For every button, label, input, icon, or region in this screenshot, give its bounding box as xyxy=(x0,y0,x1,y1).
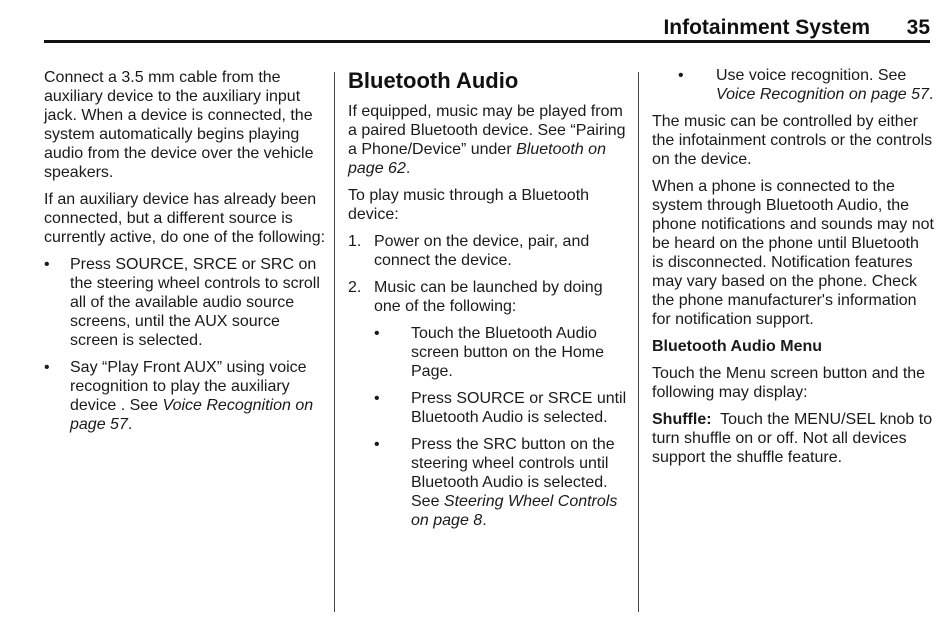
list-item xyxy=(348,435,628,530)
bullet-icon: • xyxy=(44,256,50,273)
step-text: Music can be launched by doing one of the following: xyxy=(374,279,603,315)
step-number: 2. xyxy=(348,279,362,296)
cross-reference: Bluetooth on page 62 xyxy=(348,141,606,177)
menu-paragraph: Touch the Menu screen button and the following may display: xyxy=(652,365,926,401)
bluetooth-intro-paragraph xyxy=(348,102,628,178)
subsection-heading: Bluetooth Audio Menu xyxy=(652,338,823,355)
list-item-text: Press SOURCE or SRCE until Bluetooth Audio is selected. xyxy=(411,390,627,426)
phone-notification-paragraph: When a phone is connected to the system through Bluetooth Audio, the phone notifications and sounds may not be heard on the phone until Bluetooth is disconnected. Notification features may vary based on the phone. Check the phone manufacturer's information for notification support. xyxy=(652,178,934,328)
step-number: 1. xyxy=(348,233,362,250)
running-header-title: Infotainment System xyxy=(663,16,870,39)
list-item-text: Say “Play Front AUX” using voice recognition to play the auxiliary device . See xyxy=(70,359,307,414)
bullet-icon: • xyxy=(374,325,380,342)
aux-active-paragraph: If an auxiliary device has already been connected, but a different source is currently active, do one of the following: xyxy=(44,191,326,246)
cross-reference: Voice Recognition on page 57 xyxy=(716,86,929,103)
step-text: Power on the device, pair, and connect the device. xyxy=(374,233,590,269)
list-item xyxy=(44,358,326,434)
numbered-step xyxy=(348,232,628,270)
page-header xyxy=(44,14,930,42)
list-item xyxy=(348,324,628,381)
section-heading: Bluetooth Audio xyxy=(348,68,519,93)
column-divider-left xyxy=(334,72,335,612)
list-item xyxy=(652,66,934,104)
list-item-text: Press the SRC button on the steering wheel controls until Bluetooth Audio is selected. See xyxy=(411,436,615,510)
cross-reference: Voice Recognition on page 57 xyxy=(70,397,314,433)
paragraph-text: If equipped, music may be played from a paired Bluetooth device. See “Pairing a Phone/Device” under xyxy=(348,103,626,158)
aux-connect-paragraph: Connect a 3.5 mm cable from the auxiliary device to the auxiliary input jack. When a device is connected, the system automatically begins playing audio from the device over the vehicle speakers. xyxy=(44,69,314,181)
bluetooth-play-paragraph: To play music through a Bluetooth device: xyxy=(348,187,590,223)
cross-reference: Steering Wheel Controls on page 8 xyxy=(411,493,618,529)
numbered-step xyxy=(348,278,628,316)
list-item-end: . xyxy=(928,86,934,103)
column-divider-right xyxy=(638,72,639,612)
column-left xyxy=(44,68,326,442)
list-item xyxy=(44,255,326,350)
list-item-text: Touch the Bluetooth Audio screen button on the Home Page. xyxy=(411,325,605,380)
shuffle-paragraph xyxy=(652,410,937,467)
bullet-icon: • xyxy=(374,390,380,407)
page-number: 35 xyxy=(906,16,930,39)
header-rule xyxy=(44,40,930,43)
list-item-text: Press SOURCE, SRCE or SRC on the steering wheel controls to scroll all of the available audio source screens, until the AUX source screen is selected. xyxy=(70,256,320,349)
shuffle-label: Shuffle: xyxy=(652,411,712,428)
list-item-end: . xyxy=(127,416,133,433)
list-item-end: . xyxy=(482,512,487,529)
bullet-icon: • xyxy=(374,436,380,453)
paragraph-end: . xyxy=(405,160,411,177)
shuffle-text: Touch the MENU/SEL knob to turn shuffle on or off. Not all devices support the shuffle feature. xyxy=(652,411,937,466)
list-item xyxy=(348,389,628,427)
music-control-paragraph: The music can be controlled by either the infotainment controls or the controls on the device. xyxy=(652,113,933,168)
list-item-text: Use voice recognition. See xyxy=(716,67,907,84)
bullet-icon: • xyxy=(44,359,50,376)
column-middle xyxy=(348,68,628,538)
column-right xyxy=(652,66,937,475)
bullet-icon: • xyxy=(678,67,684,84)
